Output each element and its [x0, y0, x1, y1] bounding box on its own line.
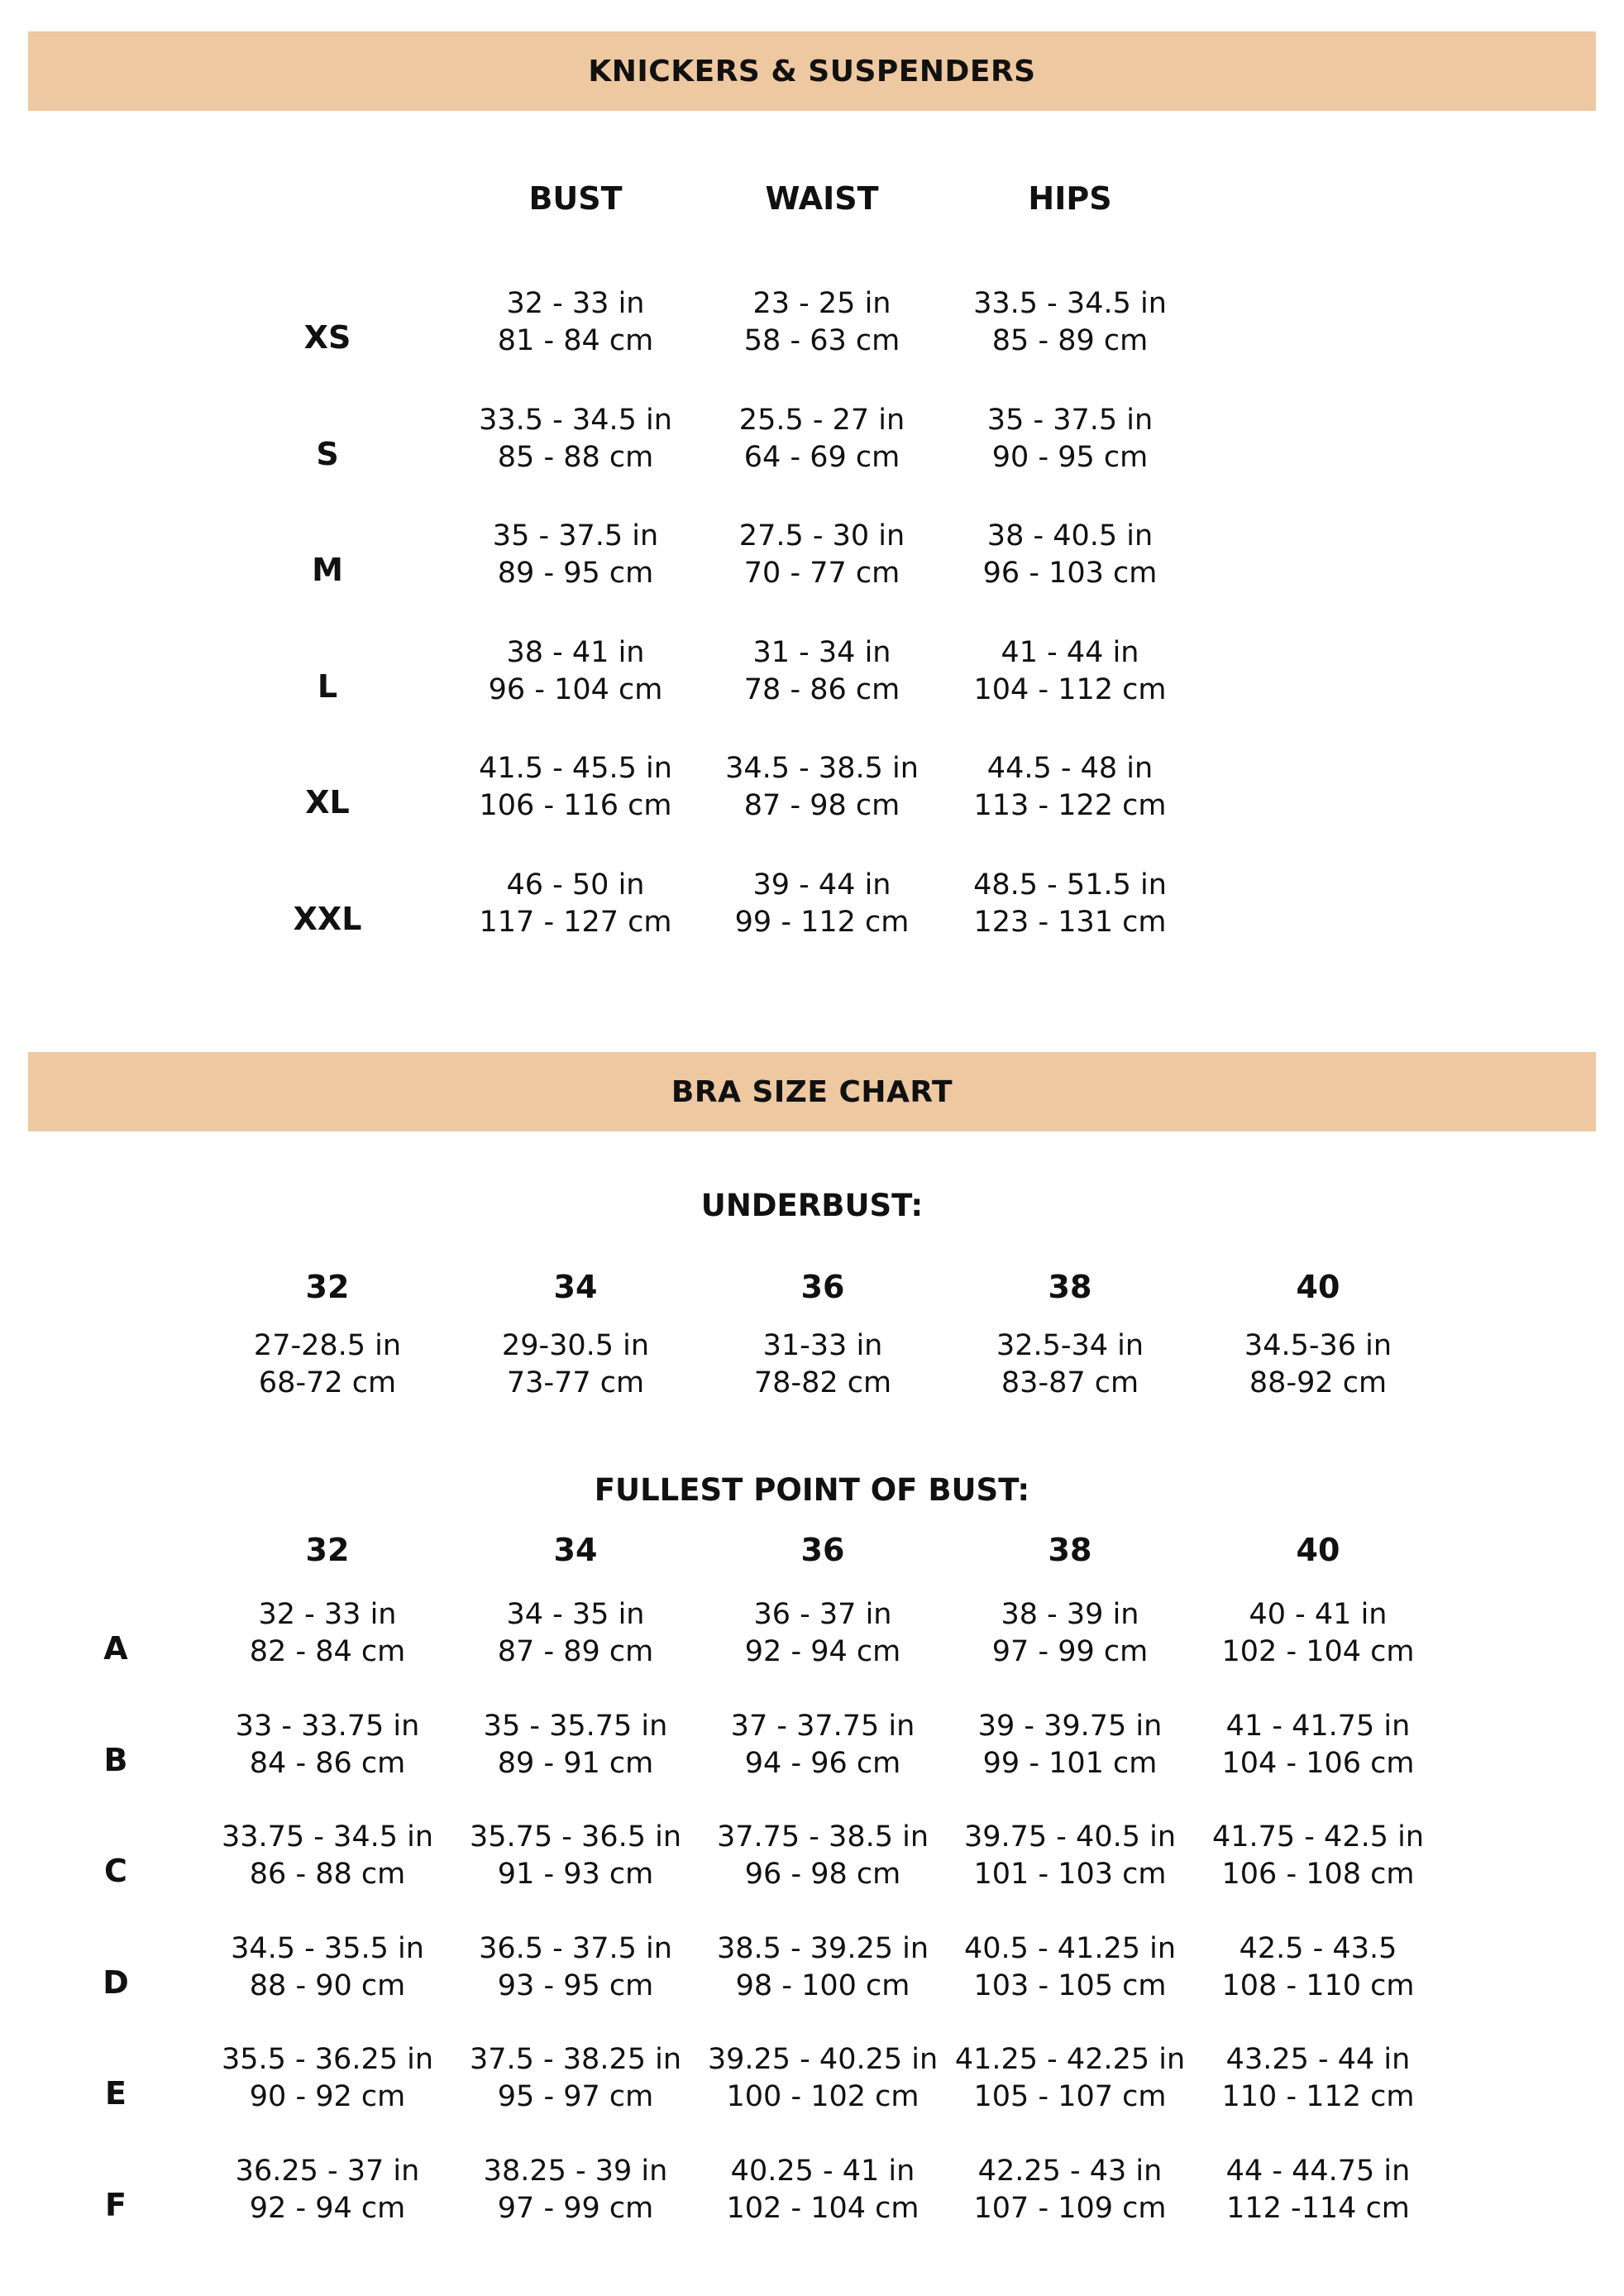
- bra-size-cell: [703, 1819, 943, 1893]
- cm-value: 108 - 110 cm: [1221, 1968, 1415, 2002]
- size-label: L: [317, 667, 338, 705]
- inches-value: 38 - 41 in: [506, 635, 645, 669]
- cup-label: E: [105, 2075, 127, 2112]
- cm-value: 106 - 108 cm: [1221, 1858, 1415, 1891]
- underbust-column-header: 34: [553, 1269, 598, 1305]
- bra-size-cell: [1198, 2041, 1438, 2116]
- inches-value: 40.5 - 41.25 in: [963, 1931, 1177, 1965]
- inches-value: 23 - 25 in: [752, 287, 891, 320]
- size-label: M: [312, 552, 343, 588]
- bra-size-cell: [456, 2153, 695, 2227]
- cm-value: 97 - 99 cm: [497, 2191, 654, 2225]
- fullest-column-header: 36: [800, 1532, 845, 1568]
- inches-value: 35 - 35.75 in: [483, 1709, 668, 1743]
- size-label: XS: [303, 319, 351, 356]
- cm-value: 117 - 127 cm: [479, 905, 672, 939]
- inches-value: 33 - 33.75 in: [235, 1709, 420, 1743]
- cm-value: 103 - 105 cm: [973, 1968, 1167, 2002]
- size-cell: [451, 518, 700, 592]
- underbust-column-header: 36: [800, 1269, 845, 1305]
- cup-label: F: [105, 2186, 127, 2223]
- cm-value: 78-82 cm: [753, 1366, 892, 1399]
- cm-value: 87 - 89 cm: [497, 1635, 654, 1668]
- cm-value: 81 - 84 cm: [497, 324, 654, 357]
- cm-value: 96 - 104 cm: [488, 672, 663, 706]
- inches-value: 32.5-34 in: [996, 1329, 1144, 1362]
- cm-value: 70 - 77 cm: [743, 557, 900, 590]
- cm-value: 68-72 cm: [258, 1366, 397, 1399]
- inches-value: 42.25 - 43 in: [977, 2154, 1163, 2188]
- size-cell: [946, 750, 1194, 825]
- cm-value: 104 - 112 cm: [973, 672, 1167, 706]
- inches-value: 48.5 - 51.5 in: [973, 868, 1167, 902]
- inches-value: 34.5 - 35.5 in: [231, 1931, 424, 1965]
- size-cell: [451, 634, 700, 709]
- underbust-cell: [707, 1327, 939, 1402]
- bra-size-cell: [208, 1930, 447, 2005]
- cm-value: 86 - 88 cm: [249, 1858, 406, 1891]
- inches-value: 31-33 in: [762, 1329, 883, 1362]
- knickers-title: KNICKERS & SUSPENDERS: [588, 54, 1036, 88]
- inches-value: 46 - 50 in: [506, 868, 645, 902]
- inches-value: 41.25 - 42.25 in: [954, 2043, 1186, 2076]
- inches-value: 36.5 - 37.5 in: [479, 1931, 672, 1965]
- size-cell: [946, 518, 1194, 592]
- bra-size-cell: [703, 1708, 943, 1782]
- cm-value: 98 - 100 cm: [735, 1968, 910, 2002]
- cm-value: 92 - 94 cm: [744, 1635, 901, 1668]
- inches-value: 33.5 - 34.5 in: [479, 403, 672, 437]
- inches-value: 36 - 37 in: [753, 1598, 892, 1631]
- cm-value: 93 - 95 cm: [497, 1968, 654, 2002]
- bra-size-cell: [456, 1708, 695, 1782]
- bra-size-cell: [950, 2041, 1190, 2116]
- inches-value: 39.25 - 40.25 in: [707, 2043, 939, 2076]
- fullest-column-header: 34: [553, 1532, 598, 1568]
- bra-size-cell: [703, 1596, 943, 1671]
- knickers-banner: [28, 31, 1596, 111]
- bra-size-cell: [950, 1930, 1190, 2005]
- bra-size-cell: [1198, 1708, 1438, 1782]
- cm-value: 102 - 104 cm: [726, 2191, 919, 2225]
- bra-size-cell: [703, 2153, 943, 2227]
- column-header: HIPS: [1028, 180, 1112, 217]
- cm-value: 85 - 88 cm: [497, 440, 654, 474]
- cup-label: A: [103, 1630, 128, 1667]
- inches-value: 37.5 - 38.25 in: [469, 2043, 682, 2076]
- inches-value: 25.5 - 27 in: [738, 403, 905, 437]
- inches-value: 33.5 - 34.5 in: [973, 287, 1167, 320]
- fullest-column-header: 38: [1048, 1532, 1092, 1568]
- inches-value: 35.5 - 36.25 in: [221, 2043, 434, 2076]
- cm-value: 58 - 63 cm: [743, 324, 900, 357]
- inches-value: 35.75 - 36.5 in: [469, 1820, 682, 1854]
- size-cell: [698, 518, 946, 592]
- bra-size-cell: [1198, 1930, 1438, 2005]
- cm-value: 88-92 cm: [1249, 1366, 1388, 1399]
- cm-value: 113 - 122 cm: [973, 789, 1167, 822]
- underbust-cell: [954, 1327, 1186, 1402]
- column-header: BUST: [528, 180, 623, 217]
- size-cell: [946, 867, 1194, 941]
- fullest-column-header: 32: [305, 1532, 350, 1568]
- bra-title: BRA SIZE CHART: [671, 1074, 953, 1109]
- cm-value: 92 - 94 cm: [249, 2191, 406, 2225]
- cm-value: 96 - 103 cm: [982, 557, 1158, 590]
- cm-value: 87 - 98 cm: [743, 789, 900, 822]
- underbust-cell: [1202, 1327, 1434, 1402]
- bra-size-cell: [703, 1930, 943, 2005]
- cm-value: 104 - 106 cm: [1221, 1746, 1415, 1780]
- underbust-column-header: 32: [305, 1269, 350, 1305]
- cm-value: 97 - 99 cm: [991, 1635, 1149, 1668]
- cm-value: 94 - 96 cm: [744, 1746, 901, 1780]
- size-label: S: [316, 435, 339, 472]
- inches-value: 34.5-36 in: [1244, 1329, 1392, 1362]
- inches-value: 31 - 34 in: [752, 635, 891, 669]
- cm-value: 90 - 92 cm: [249, 2080, 406, 2113]
- inches-value: 29-30.5 in: [501, 1329, 650, 1362]
- inches-value: 40 - 41 in: [1249, 1598, 1388, 1631]
- size-cell: [946, 402, 1194, 476]
- cm-value: 64 - 69 cm: [743, 440, 900, 474]
- underbust-column-header: 38: [1048, 1269, 1092, 1305]
- inches-value: 27-28.5 in: [253, 1329, 402, 1362]
- bra-size-cell: [456, 1819, 695, 1893]
- size-cell: [451, 750, 700, 825]
- inches-value: 35 - 37.5 in: [986, 403, 1154, 437]
- cm-value: 112 -114 cm: [1226, 2191, 1410, 2225]
- bra-size-cell: [208, 2041, 447, 2116]
- fullest-title: FULLEST POINT OF BUST:: [594, 1472, 1030, 1508]
- bra-size-cell: [950, 1596, 1190, 1671]
- inches-value: 44 - 44.75 in: [1225, 2154, 1411, 2188]
- underbust-cell: [460, 1327, 691, 1402]
- cm-value: 89 - 95 cm: [497, 557, 654, 590]
- column-header: WAIST: [765, 180, 879, 217]
- inches-value: 32 - 33 in: [506, 287, 645, 320]
- inches-value: 41.5 - 45.5 in: [479, 752, 672, 785]
- cm-value: 123 - 131 cm: [973, 905, 1167, 939]
- bra-size-cell: [456, 2041, 695, 2116]
- inches-value: 37.75 - 38.5 in: [716, 1820, 929, 1854]
- inches-value: 27.5 - 30 in: [738, 519, 905, 552]
- cm-value: 90 - 95 cm: [991, 440, 1149, 474]
- inches-value: 40.25 - 41 in: [730, 2154, 915, 2188]
- inches-value: 41 - 44 in: [1001, 635, 1139, 669]
- size-cell: [946, 634, 1194, 709]
- bra-size-cell: [1198, 1596, 1438, 1671]
- inches-value: 41.75 - 42.5 in: [1211, 1820, 1425, 1854]
- cm-value: 84 - 86 cm: [249, 1746, 406, 1780]
- inches-value: 38.5 - 39.25 in: [716, 1931, 929, 1965]
- cm-value: 99 - 112 cm: [734, 905, 910, 939]
- cm-value: 85 - 89 cm: [991, 324, 1149, 357]
- inches-value: 39.75 - 40.5 in: [963, 1820, 1177, 1854]
- bra-size-cell: [950, 2153, 1190, 2227]
- bra-size-cell: [208, 1596, 447, 1671]
- bra-size-cell: [950, 1708, 1190, 1782]
- size-label: XXL: [293, 900, 362, 937]
- cup-label: C: [104, 1853, 127, 1889]
- cm-value: 100 - 102 cm: [726, 2080, 919, 2113]
- cm-value: 99 - 101 cm: [982, 1746, 1158, 1780]
- bra-size-cell: [208, 1708, 447, 1782]
- cm-value: 102 - 104 cm: [1221, 1635, 1415, 1668]
- inches-value: 34.5 - 38.5 in: [725, 752, 919, 785]
- bra-size-cell: [1198, 1819, 1438, 1893]
- inches-value: 37 - 37.75 in: [730, 1709, 915, 1743]
- size-cell: [698, 750, 946, 825]
- size-cell: [698, 867, 946, 941]
- bra-size-cell: [1198, 2153, 1438, 2227]
- bra-size-cell: [456, 1596, 695, 1671]
- inches-value: 38 - 40.5 in: [986, 519, 1154, 552]
- cm-value: 91 - 93 cm: [497, 1858, 654, 1891]
- inches-value: 39 - 39.75 in: [977, 1709, 1163, 1743]
- inches-value: 43.25 - 44 in: [1225, 2043, 1411, 2076]
- size-cell: [698, 634, 946, 709]
- bra-banner: [28, 1052, 1596, 1131]
- cm-value: 88 - 90 cm: [249, 1968, 406, 2002]
- cm-value: 110 - 112 cm: [1221, 2080, 1415, 2113]
- cup-label: B: [103, 1741, 128, 1778]
- inches-value: 34 - 35 in: [506, 1598, 645, 1631]
- underbust-title: UNDERBUST:: [700, 1188, 924, 1223]
- inches-value: 44.5 - 48 in: [986, 752, 1154, 785]
- inches-value: 38 - 39 in: [1001, 1598, 1139, 1631]
- inches-value: 32 - 33 in: [258, 1598, 397, 1631]
- cm-value: 107 - 109 cm: [973, 2191, 1167, 2225]
- cm-value: 95 - 97 cm: [497, 2080, 654, 2113]
- bra-size-cell: [950, 1819, 1190, 1893]
- size-cell: [451, 867, 700, 941]
- size-label: XL: [305, 784, 350, 820]
- fullest-column-header: 40: [1296, 1532, 1340, 1568]
- size-cell: [698, 402, 946, 476]
- bra-size-cell: [208, 1819, 447, 1893]
- size-cell: [946, 285, 1194, 360]
- cm-value: 73-77 cm: [506, 1366, 645, 1399]
- size-cell: [698, 285, 946, 360]
- bra-size-cell: [456, 1930, 695, 2005]
- cm-value: 83-87 cm: [1001, 1366, 1139, 1399]
- bra-size-cell: [703, 2041, 943, 2116]
- inches-value: 41 - 41.75 in: [1225, 1709, 1411, 1743]
- inches-value: 38.25 - 39 in: [483, 2154, 668, 2188]
- cup-label: D: [103, 1964, 129, 2001]
- bra-size-cell: [208, 2153, 447, 2227]
- size-cell: [451, 402, 700, 476]
- cm-value: 106 - 116 cm: [479, 789, 672, 822]
- inches-value: 33.75 - 34.5 in: [221, 1820, 434, 1854]
- inches-value: 42.5 - 43.5: [1239, 1931, 1397, 1965]
- size-cell: [451, 285, 700, 360]
- cm-value: 96 - 98 cm: [744, 1858, 901, 1891]
- cm-value: 89 - 91 cm: [497, 1746, 654, 1780]
- inches-value: 36.25 - 37 in: [235, 2154, 420, 2188]
- cm-value: 82 - 84 cm: [249, 1635, 406, 1668]
- cm-value: 105 - 107 cm: [973, 2080, 1167, 2113]
- underbust-column-header: 40: [1296, 1269, 1340, 1305]
- underbust-cell: [212, 1327, 443, 1402]
- inches-value: 39 - 44 in: [752, 868, 891, 902]
- cm-value: 101 - 103 cm: [973, 1858, 1167, 1891]
- cm-value: 78 - 86 cm: [743, 672, 900, 706]
- inches-value: 35 - 37.5 in: [492, 519, 659, 552]
